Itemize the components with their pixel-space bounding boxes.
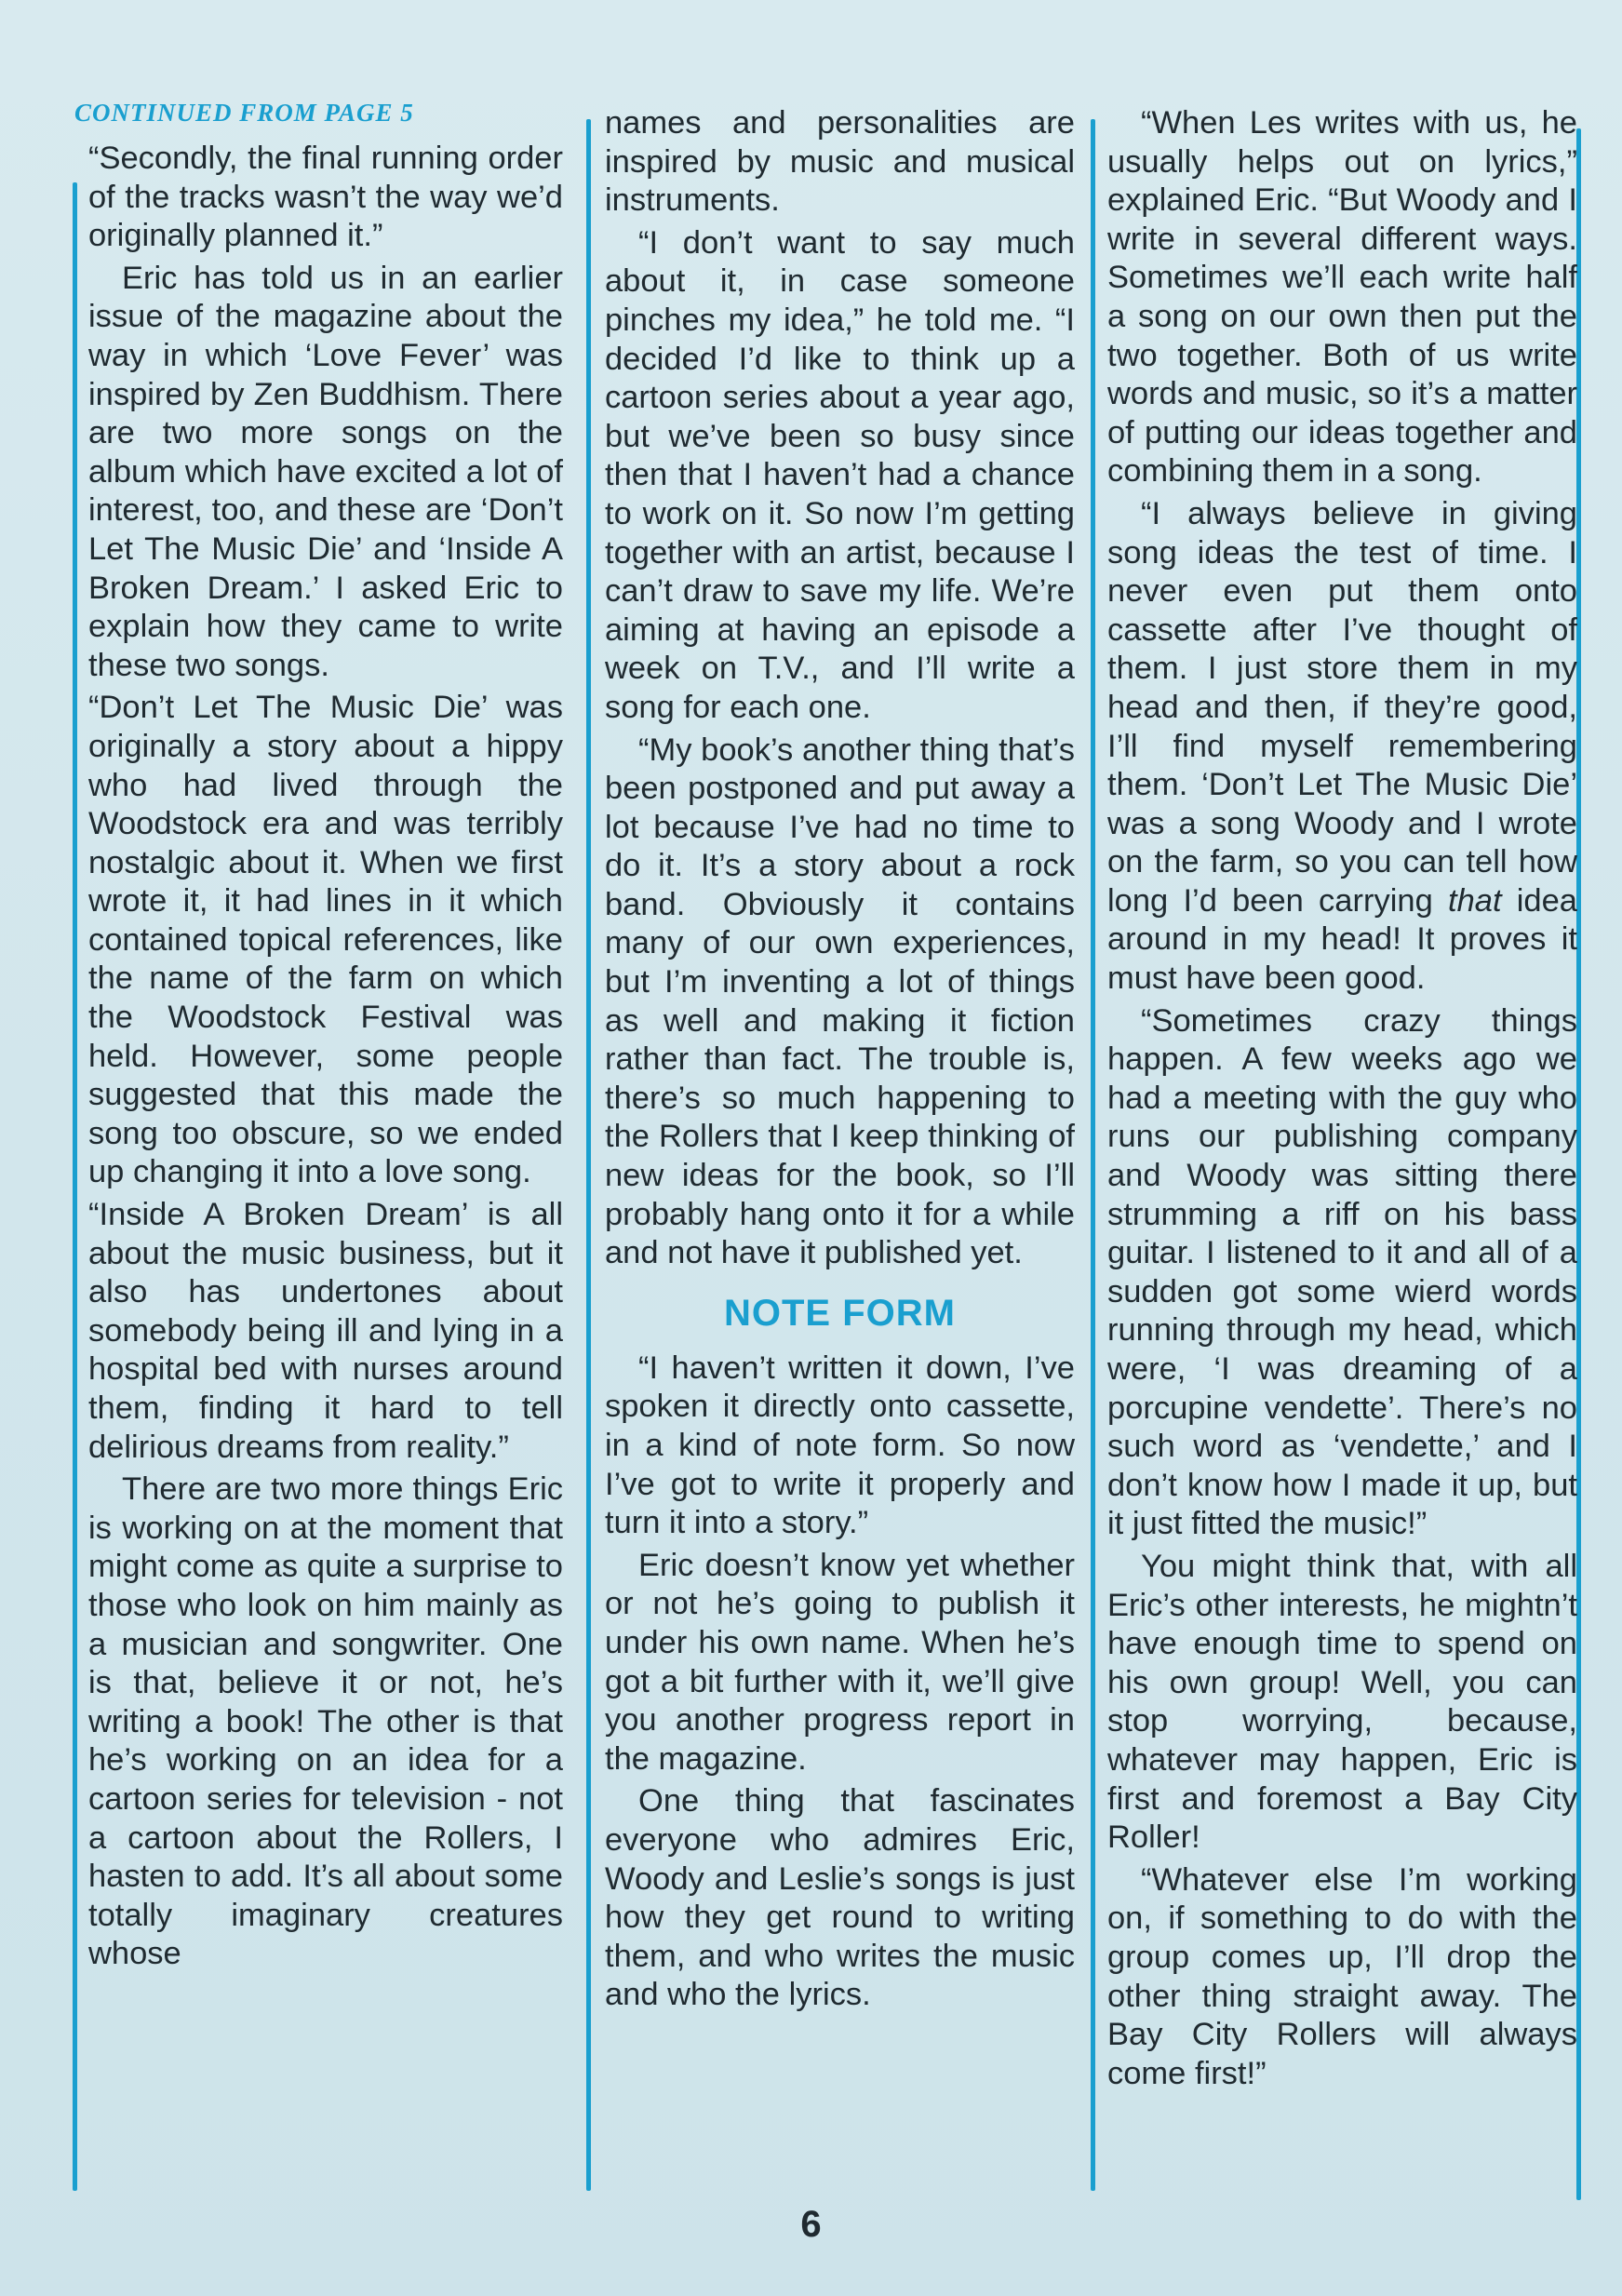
paragraph: “When Les writes with us, he usually helps out on lyrics,” explained Eric. “But Woody and I write in several different ways. Sometimes we’ll each write half a song on our own then put the two together. Both of us write words and music, so it’s a matter of putting our ideas together and combining them in a song. xyxy=(1107,105,1577,490)
paragraph: Eric has told us in an earlier issue of the magazine about the way in which ‘Love Fever’ was inspired by Zen Buddhism. There are two more songs on the album which have excited a lot of interest, too, and these are ‘Don’t Let The Music Die’ and ‘Inside A Broken Dream.’ I asked Eric to explain how they came to write these two songs. xyxy=(88,260,563,683)
paragraph: names and personalities are inspired by music and musical instruments. xyxy=(605,105,1075,219)
column-rule-1 xyxy=(586,119,591,2191)
italic-emphasis: that xyxy=(1448,882,1502,919)
paragraph: “Sometimes crazy things happen. A few weeks ago we had a meeting with the guy who runs our publishing company and Woody was sitting there strumming a riff on his bass guitar. I listened to it and all of a sudden got some wierd words running through my head, which were, ‘I was dreaming of a porcupine vendette’. There’s no such word as ‘vendette,’ and I don’t know how I made it up, but it just fitted the music!” xyxy=(1107,1002,1577,1542)
column-rule-left xyxy=(73,182,77,2191)
article-column-2 xyxy=(605,104,1075,2019)
subheading-note-form: NOTE FORM xyxy=(724,1292,956,1334)
paragraph: There are two more things Eric is working on at the moment that might come as quite a surprise to those who look on him mainly as a musician and songwriter. One is that, believe it or not, he’s writing a book! The other is that he’s working on an idea for a cartoon series for television - not a cartoon about the Rollers, I hasten to add. It’s all about some totally imaginary creatures whose xyxy=(88,1471,563,1972)
paragraph: One thing that fascinates everyone who admires Eric, Woody and Leslie’s songs is just how they get round to writing them, and who writes the music and who the lyrics. xyxy=(605,1783,1075,2013)
paragraph: “Inside A Broken Dream’ is all about the music business, but it also has undertones about somebody being ill and lying in a hospital bed with nurses around them, finding it hard to tell delirious dreams from reality.” xyxy=(88,1197,563,1465)
article-column-1 xyxy=(88,140,563,1978)
paragraph: “I don’t want to say much about it, in case someone pinches my idea,” he told me. “I decided I’d like to think up a cartoon series about a year ago, but we’ve been so busy since then that I haven’t had a chance to work on it. So now I’m getting together with an artist, because I can’t draw to save my life. We’re aiming at having an episode a week on T.V., and I’ll write a song for each one. xyxy=(605,224,1075,725)
paragraph xyxy=(1107,495,1577,999)
page-number: 6 xyxy=(800,2204,822,2245)
paragraph-text: “I always believe in giving song ideas the test of time. I never even put them onto cassette after I’ve thought of them. I just store them in my head and then, if they’re good, I’ll find myself remembering them. ‘Don’t Let The Music Die’ was a song Woody and I wrote on the farm, so you can tell how long I’d been carrying xyxy=(1107,495,1577,919)
paragraph: “I haven’t written it down, I’ve spoken it directly onto cassette, in a kind of note form. So now I’ve got to write it properly and turn it into a story.” xyxy=(605,1349,1075,1541)
paragraph: Eric doesn’t know yet whether or not he’s going to publish it under his own name. When he’s got a bit further with it, we’ll give you another progress report in the magazine. xyxy=(605,1547,1075,1777)
paragraph: You might think that, with all Eric’s other interests, he mightn’t have enough time to spend on his own group! Well, you can stop worrying, because, whatever may happen, Eric is first and foremost a Bay City Roller! xyxy=(1107,1548,1577,1856)
column-rule-2 xyxy=(1091,119,1095,2191)
paragraph: “Secondly, the final running order of the tracks wasn’t the way we’d originally planned it.” xyxy=(88,141,563,254)
article-column-3 xyxy=(1107,104,1577,2097)
paragraph: “Whatever else I’m working on, if something to do with the group comes up, I’ll drop the other thing straight away. The Bay City Rollers will always come first!” xyxy=(1107,1861,1577,2091)
continued-label: CONTINUED FROM PAGE 5 xyxy=(74,99,414,127)
paragraph-text: idea around in my head! It proves it must have been good. xyxy=(1107,882,1577,997)
paragraph: “My book’s another thing that’s been postponed and put away a lot because I’ve had no time to do it. It’s a story about a rock band. Obviously it contains many of our own experiences, but I’m inventing a lot of things as well and making it fiction rather than fact. The trouble is, there’s so much happening to the Rollers that I keep thinking of new ideas for the book, so I’ll probably hang onto it for a while and not have it published yet. xyxy=(605,732,1075,1271)
paragraph: “Don’t Let The Music Die’ was originally a story about a hippy who had lived through the Woodstock era and was terribly nostalgic about it. When we first wrote it, it had lines in it which contained topical references, like the name of the farm on which the Woodstock Festival was held. However, some people suggested that this made the song too obscure, so we ended up changing it into a love song. xyxy=(88,690,563,1190)
